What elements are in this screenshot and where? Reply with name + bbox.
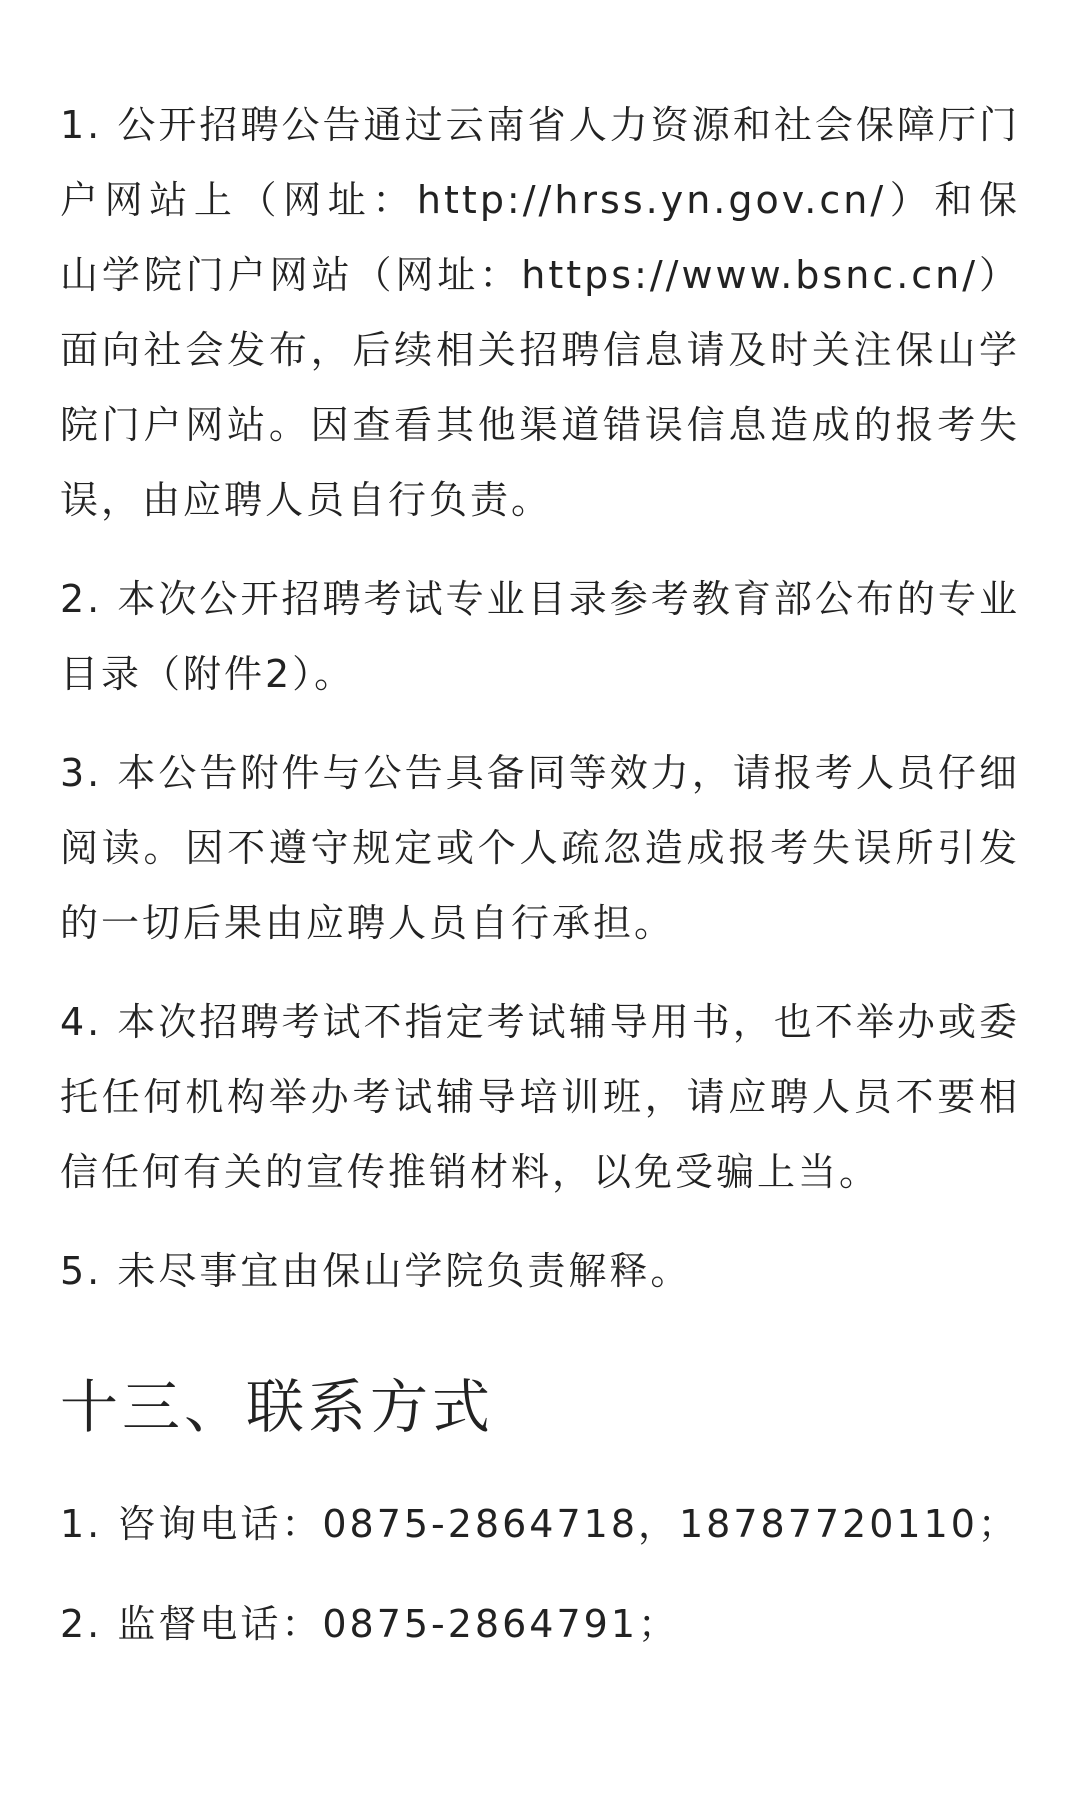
contact-supervise-phone: 2. 监督电话：0875-2864791；: [60, 1602, 679, 1646]
note-item-4: 4. 本次招聘考试不指定考试辅导用书，也不举办或委托任何机构举办考试辅导培训班，请应聘人员不要相信任何有关的宣传推销材料，以免受骗上当。: [60, 1000, 1020, 1194]
contact-consult-phone: 1. 咨询电话：0875-2864718，18787720110；: [60, 1502, 1019, 1546]
note-item-1: 1. 公开招聘公告通过云南省人力资源和社会保障厅门户网站上（网址：http://hrss.yn.gov.cn/）和保山学院门户网站（网址：https://www.bsnc.cn/）面向社会发布，后续相关招聘信息请及时关注保山学院门户网站。因查看其他渠道错误信息造成的报考失误，由应聘人员自行负责。: [60, 103, 1020, 522]
section-heading-contact: 十三、联系方式: [60, 1373, 495, 1441]
note-item-2: 2. 本次公开招聘考试专业目录参考教育部公布的专业目录（附件2）。: [60, 577, 1020, 696]
note-item-5: 5. 未尽事宜由保山学院负责解释。: [60, 1249, 692, 1293]
note-item-3: 3. 本公告附件与公告具备同等效力，请报考人员仔细阅读。因不遵守规定或个人疏忽造成报考失误所引发的一切后果由应聘人员自行承担。: [60, 751, 1020, 945]
